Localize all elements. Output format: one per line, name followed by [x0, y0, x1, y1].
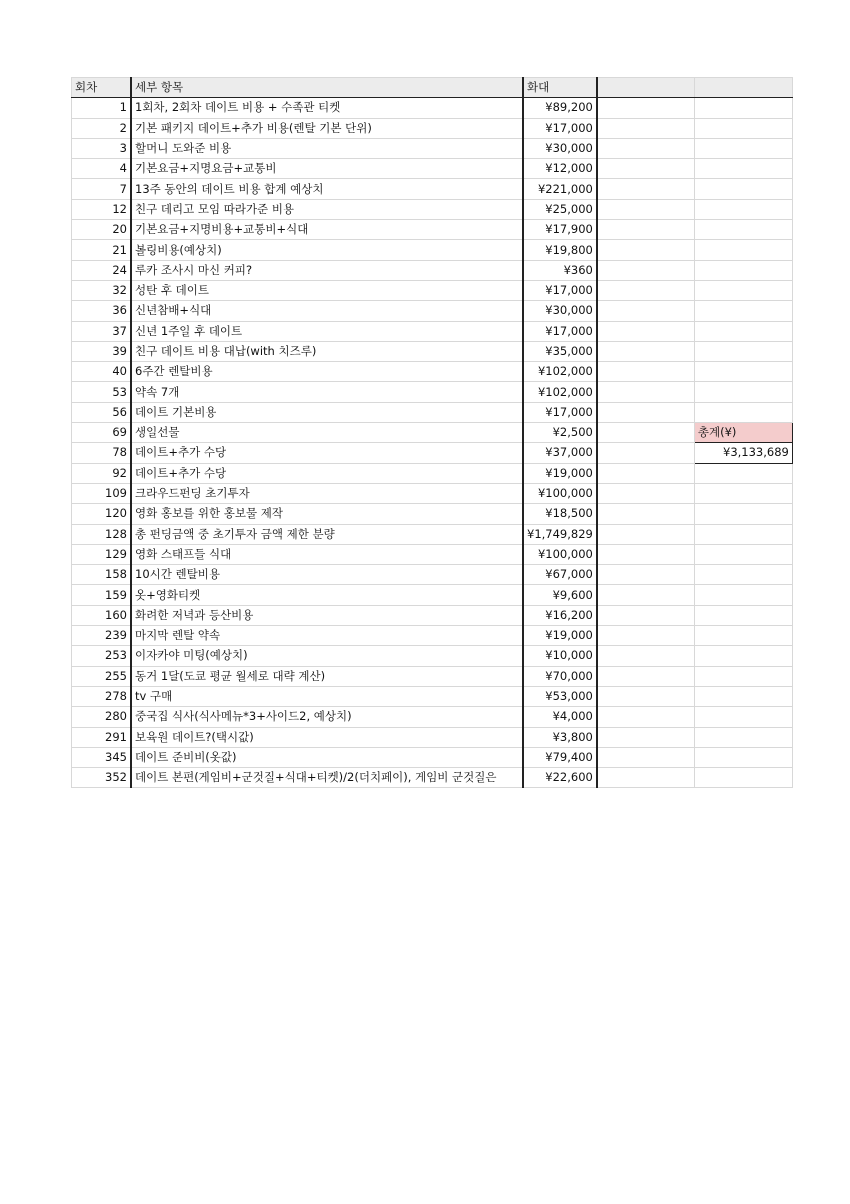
- empty-cell[interactable]: [597, 544, 695, 564]
- row-amount-cell[interactable]: ¥1,749,829: [523, 524, 597, 544]
- empty-cell[interactable]: [597, 463, 695, 483]
- empty-cell[interactable]: [694, 483, 792, 503]
- row-item-cell[interactable]: 6주간 렌탈비용: [131, 362, 523, 382]
- row-item-cell[interactable]: 기본 패키지 데이트+추가 비용(렌탈 기본 단위): [131, 118, 523, 138]
- empty-cell[interactable]: [694, 341, 792, 361]
- empty-cell[interactable]: [597, 240, 695, 260]
- empty-cell[interactable]: [597, 78, 695, 98]
- table-row: [72, 768, 793, 788]
- empty-cell[interactable]: [597, 362, 695, 382]
- empty-cell[interactable]: [597, 341, 695, 361]
- table-row: [72, 159, 793, 179]
- empty-cell[interactable]: [694, 646, 792, 666]
- row-num-cell[interactable]: 7: [72, 179, 132, 199]
- empty-cell[interactable]: [597, 707, 695, 727]
- row-num-cell[interactable]: 159: [72, 585, 132, 605]
- row-item-cell[interactable]: 영화 홍보를 위한 홍보물 제작: [131, 504, 523, 524]
- empty-cell[interactable]: [597, 768, 695, 788]
- empty-cell[interactable]: [694, 220, 792, 240]
- row-amount-cell[interactable]: ¥53,000: [523, 686, 597, 706]
- empty-cell[interactable]: [597, 260, 695, 280]
- empty-cell[interactable]: [597, 301, 695, 321]
- row-num-cell[interactable]: 37: [72, 321, 132, 341]
- table-row: [72, 666, 793, 686]
- row-item-cell[interactable]: 신년참배+식대: [131, 301, 523, 321]
- row-amount-cell[interactable]: ¥17,000: [523, 280, 597, 300]
- row-amount-cell[interactable]: ¥89,200: [523, 98, 597, 118]
- row-amount-cell[interactable]: ¥3,800: [523, 727, 597, 747]
- row-num-cell[interactable]: 239: [72, 626, 132, 646]
- row-amount-cell[interactable]: ¥16,200: [523, 605, 597, 625]
- row-num-cell[interactable]: 280: [72, 707, 132, 727]
- row-item-cell[interactable]: 보육원 데이트?(택시값): [131, 727, 523, 747]
- header-num[interactable]: 회차: [72, 78, 132, 98]
- row-item-cell[interactable]: 데이트 본편(게임비+군것질+식대+티켓)/2(더치페이), 게임비 군것질은: [131, 768, 523, 788]
- row-num-cell[interactable]: 20: [72, 220, 132, 240]
- expense-spreadsheet: [71, 77, 793, 788]
- empty-cell[interactable]: [694, 159, 792, 179]
- empty-cell[interactable]: [694, 362, 792, 382]
- row-item-cell[interactable]: 동거 1달(도쿄 평균 월세로 대략 계산): [131, 666, 523, 686]
- row-num-cell[interactable]: 92: [72, 463, 132, 483]
- row-num-cell[interactable]: 4: [72, 159, 132, 179]
- table-row: [72, 626, 793, 646]
- row-item-cell[interactable]: 크라우드펀딩 초기투자: [131, 483, 523, 503]
- table-row: [72, 199, 793, 219]
- empty-cell[interactable]: [597, 747, 695, 767]
- row-num-cell[interactable]: 160: [72, 605, 132, 625]
- empty-cell[interactable]: [597, 98, 695, 118]
- header-amount[interactable]: 화대: [523, 78, 597, 98]
- row-num-cell[interactable]: 36: [72, 301, 132, 321]
- row-item-cell[interactable]: 데이트+추가 수당: [131, 463, 523, 483]
- table-row: [72, 382, 793, 402]
- empty-cell[interactable]: [597, 220, 695, 240]
- row-num-cell[interactable]: 3: [72, 138, 132, 158]
- row-item-cell[interactable]: 할머니 도와준 비용: [131, 138, 523, 158]
- row-item-cell[interactable]: 기본요금+지명요금+교통비: [131, 159, 523, 179]
- total-value-cell[interactable]: ¥3,133,689: [694, 443, 792, 463]
- empty-cell[interactable]: [694, 504, 792, 524]
- table-row: [72, 260, 793, 280]
- row-item-cell[interactable]: 마지막 렌탈 약속: [131, 626, 523, 646]
- row-item-cell[interactable]: 데이트+추가 수당: [131, 443, 523, 463]
- empty-cell[interactable]: [694, 138, 792, 158]
- empty-cell[interactable]: [694, 179, 792, 199]
- empty-cell[interactable]: [694, 402, 792, 422]
- empty-cell[interactable]: [597, 727, 695, 747]
- row-item-cell[interactable]: 화려한 저녁과 등산비용: [131, 605, 523, 625]
- row-amount-cell[interactable]: ¥70,000: [523, 666, 597, 686]
- table-row: [72, 220, 793, 240]
- row-amount-cell[interactable]: ¥35,000: [523, 341, 597, 361]
- row-amount-cell[interactable]: ¥19,800: [523, 240, 597, 260]
- row-amount-cell[interactable]: ¥102,000: [523, 362, 597, 382]
- row-num-cell[interactable]: 129: [72, 544, 132, 564]
- empty-cell[interactable]: [597, 199, 695, 219]
- empty-cell[interactable]: [597, 504, 695, 524]
- row-item-cell[interactable]: 기본요금+지명비용+교통비+식대: [131, 220, 523, 240]
- table-row: [72, 585, 793, 605]
- row-num-cell[interactable]: 39: [72, 341, 132, 361]
- table-row: [72, 727, 793, 747]
- row-amount-cell[interactable]: ¥100,000: [523, 483, 597, 503]
- row-amount-cell[interactable]: ¥30,000: [523, 301, 597, 321]
- row-num-cell[interactable]: 255: [72, 666, 132, 686]
- empty-cell[interactable]: [694, 78, 792, 98]
- row-num-cell[interactable]: 352: [72, 768, 132, 788]
- row-amount-cell[interactable]: ¥37,000: [523, 443, 597, 463]
- table-row: [72, 646, 793, 666]
- empty-cell[interactable]: [694, 605, 792, 625]
- empty-cell[interactable]: [597, 524, 695, 544]
- table-row: [72, 301, 793, 321]
- empty-cell[interactable]: [694, 280, 792, 300]
- row-amount-cell[interactable]: ¥102,000: [523, 382, 597, 402]
- row-amount-cell[interactable]: ¥30,000: [523, 138, 597, 158]
- row-num-cell[interactable]: 109: [72, 483, 132, 503]
- table-row: [72, 565, 793, 585]
- row-item-cell[interactable]: 영화 스태프들 식대: [131, 544, 523, 564]
- table-row: [72, 504, 793, 524]
- table-row: [72, 686, 793, 706]
- row-item-cell[interactable]: 성탄 후 데이트: [131, 280, 523, 300]
- row-item-cell[interactable]: 생일선물: [131, 423, 523, 443]
- table-row: [72, 280, 793, 300]
- empty-cell[interactable]: [597, 646, 695, 666]
- row-amount-cell[interactable]: ¥10,000: [523, 646, 597, 666]
- header-item[interactable]: 세부 항목: [131, 78, 523, 98]
- empty-cell[interactable]: [597, 565, 695, 585]
- row-item-cell[interactable]: 옷+영화티켓: [131, 585, 523, 605]
- empty-cell[interactable]: [694, 544, 792, 564]
- empty-cell[interactable]: [597, 585, 695, 605]
- row-amount-cell[interactable]: ¥17,000: [523, 402, 597, 422]
- row-num-cell[interactable]: 278: [72, 686, 132, 706]
- row-amount-cell[interactable]: ¥9,600: [523, 585, 597, 605]
- row-amount-cell[interactable]: ¥2,500: [523, 423, 597, 443]
- empty-cell[interactable]: [694, 524, 792, 544]
- row-num-cell[interactable]: 345: [72, 747, 132, 767]
- row-amount-cell[interactable]: ¥12,000: [523, 159, 597, 179]
- empty-cell[interactable]: [597, 280, 695, 300]
- empty-cell[interactable]: [597, 423, 695, 443]
- row-item-cell[interactable]: 10시간 렌탈비용: [131, 565, 523, 585]
- row-amount-cell[interactable]: ¥360: [523, 260, 597, 280]
- row-item-cell[interactable]: 이자카야 미팅(예상치): [131, 646, 523, 666]
- row-amount-cell[interactable]: ¥221,000: [523, 179, 597, 199]
- row-item-cell[interactable]: tv 구매: [131, 686, 523, 706]
- table-row: [72, 179, 793, 199]
- row-item-cell[interactable]: 신년 1주일 후 데이트: [131, 321, 523, 341]
- table-row: [72, 402, 793, 422]
- row-num-cell[interactable]: 253: [72, 646, 132, 666]
- empty-cell[interactable]: [694, 98, 792, 118]
- row-num-cell[interactable]: 40: [72, 362, 132, 382]
- table-row: [72, 321, 793, 341]
- row-num-cell[interactable]: 120: [72, 504, 132, 524]
- row-num-cell[interactable]: 291: [72, 727, 132, 747]
- row-amount-cell[interactable]: ¥19,000: [523, 626, 597, 646]
- table-row: [72, 443, 793, 463]
- empty-cell[interactable]: [694, 666, 792, 686]
- empty-cell[interactable]: [597, 483, 695, 503]
- empty-cell[interactable]: [694, 321, 792, 341]
- table-row: [72, 463, 793, 483]
- row-item-cell[interactable]: 루카 조사시 마신 커피?: [131, 260, 523, 280]
- table-row: [72, 341, 793, 361]
- row-amount-cell[interactable]: ¥17,000: [523, 321, 597, 341]
- row-item-cell[interactable]: 중국집 식사(식사메뉴*3+사이드2, 예상치): [131, 707, 523, 727]
- row-item-cell[interactable]: 총 펀딩금액 중 초기투자 금액 제한 분량: [131, 524, 523, 544]
- row-amount-cell[interactable]: ¥25,000: [523, 199, 597, 219]
- row-item-cell[interactable]: 데이트 기본비용: [131, 402, 523, 422]
- empty-cell[interactable]: [597, 666, 695, 686]
- empty-cell[interactable]: [597, 626, 695, 646]
- header-row: [72, 78, 793, 98]
- empty-cell[interactable]: [597, 605, 695, 625]
- row-amount-cell[interactable]: ¥17,900: [523, 220, 597, 240]
- empty-cell[interactable]: [597, 443, 695, 463]
- table-row: [72, 138, 793, 158]
- table-row: [72, 747, 793, 767]
- empty-cell[interactable]: [597, 382, 695, 402]
- table-row: [72, 118, 793, 138]
- row-amount-cell[interactable]: ¥79,400: [523, 747, 597, 767]
- row-amount-cell[interactable]: ¥100,000: [523, 544, 597, 564]
- empty-cell[interactable]: [694, 747, 792, 767]
- empty-cell[interactable]: [694, 260, 792, 280]
- empty-cell[interactable]: [694, 686, 792, 706]
- row-item-cell[interactable]: 친구 데리고 모임 따라가준 비용: [131, 199, 523, 219]
- row-amount-cell[interactable]: ¥67,000: [523, 565, 597, 585]
- empty-cell[interactable]: [694, 240, 792, 260]
- row-num-cell[interactable]: 12: [72, 199, 132, 219]
- row-item-cell[interactable]: 1회차, 2회차 데이트 비용 + 수족관 티켓: [131, 98, 523, 118]
- table-row: [72, 240, 793, 260]
- empty-cell[interactable]: [597, 179, 695, 199]
- table-row: [72, 362, 793, 382]
- table-row: [72, 605, 793, 625]
- row-item-cell[interactable]: 약속 7개: [131, 382, 523, 402]
- empty-cell[interactable]: [694, 585, 792, 605]
- empty-cell[interactable]: [597, 138, 695, 158]
- empty-cell[interactable]: [597, 686, 695, 706]
- row-item-cell[interactable]: 데이트 준비비(옷값): [131, 747, 523, 767]
- empty-cell[interactable]: [694, 626, 792, 646]
- empty-cell[interactable]: [694, 301, 792, 321]
- empty-cell[interactable]: [694, 118, 792, 138]
- table-row: [72, 423, 793, 443]
- empty-cell[interactable]: [597, 402, 695, 422]
- row-num-cell[interactable]: 128: [72, 524, 132, 544]
- empty-cell[interactable]: [597, 159, 695, 179]
- row-amount-cell[interactable]: ¥17,000: [523, 118, 597, 138]
- empty-cell[interactable]: [597, 118, 695, 138]
- row-num-cell[interactable]: 1: [72, 98, 132, 118]
- table-row: [72, 483, 793, 503]
- row-num-cell[interactable]: 69: [72, 423, 132, 443]
- row-item-cell[interactable]: 친구 데이트 비용 대납(with 치즈루): [131, 341, 523, 361]
- empty-cell[interactable]: [694, 382, 792, 402]
- row-amount-cell[interactable]: ¥19,000: [523, 463, 597, 483]
- table-row: [72, 524, 793, 544]
- row-num-cell[interactable]: 53: [72, 382, 132, 402]
- empty-cell[interactable]: [694, 565, 792, 585]
- row-amount-cell[interactable]: ¥4,000: [523, 707, 597, 727]
- total-label-cell[interactable]: 총계(¥): [694, 423, 792, 443]
- empty-cell[interactable]: [694, 199, 792, 219]
- empty-cell[interactable]: [597, 321, 695, 341]
- row-num-cell[interactable]: 21: [72, 240, 132, 260]
- table-row: [72, 98, 793, 118]
- empty-cell[interactable]: [694, 463, 792, 483]
- row-num-cell[interactable]: 24: [72, 260, 132, 280]
- row-amount-cell[interactable]: ¥18,500: [523, 504, 597, 524]
- row-num-cell[interactable]: 56: [72, 402, 132, 422]
- row-num-cell[interactable]: 78: [72, 443, 132, 463]
- row-num-cell[interactable]: 2: [72, 118, 132, 138]
- row-amount-cell[interactable]: ¥22,600: [523, 768, 597, 788]
- row-item-cell[interactable]: 13주 동안의 데이트 비용 합계 예상치: [131, 179, 523, 199]
- table-row: [72, 544, 793, 564]
- row-num-cell[interactable]: 32: [72, 280, 132, 300]
- empty-cell[interactable]: [694, 707, 792, 727]
- row-num-cell[interactable]: 158: [72, 565, 132, 585]
- empty-cell[interactable]: [694, 768, 792, 788]
- row-item-cell[interactable]: 볼링비용(예상치): [131, 240, 523, 260]
- empty-cell[interactable]: [694, 727, 792, 747]
- table-row: [72, 707, 793, 727]
